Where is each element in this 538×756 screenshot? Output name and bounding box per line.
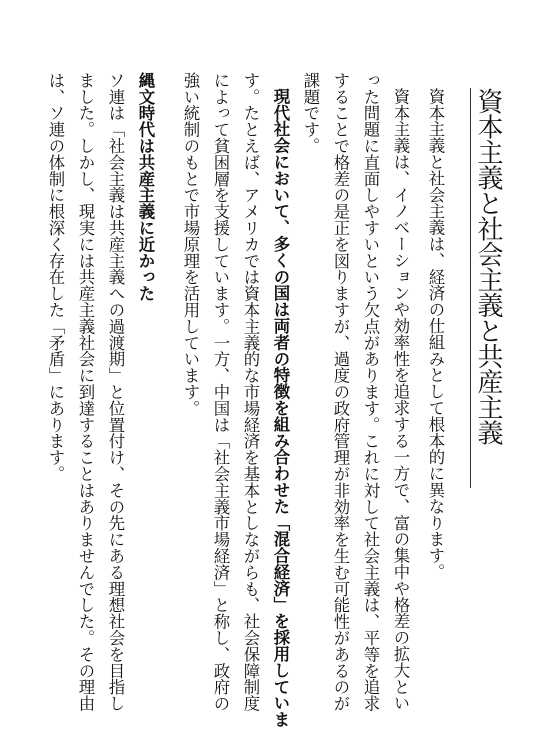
text-column: ソ連は「社会主義は共産主義への過渡期」と位置付け、その先にある理想社会を目指し [106, 72, 125, 712]
text-column: することで格差の是正を図りますが、過度の政府管理が非効率を生む可能性があるのが [331, 72, 350, 712]
document-title: 資本主義と社会主義と共産主義 [470, 88, 505, 488]
text-column: 強い統制のもとで市場原理を活用しています。 [181, 72, 200, 417]
text-column: 資本主義と社会主義は、経済の仕組みとして根本的に異なります。 [426, 88, 445, 580]
text-column: ました。しかし、現実には共産主義社会に到達することはありませんでした。その理由 [76, 72, 95, 712]
text-column: す。たとえば、アメリカでは資本主義的な市場経済を基本としながらも、社会保障制度 [241, 72, 260, 712]
text-column: 資本主義は、イノベーションや効率性を追求する一方で、富の集中や格差の拡大とい [391, 88, 410, 712]
text-column: った問題に直面しやすいという欠点があります。これに対して社会主義は、平等を追求 [361, 72, 380, 712]
text-column: によって貧困層を支援しています。一方、中国は「社会主義市場経済」と称し、政府の [211, 72, 230, 712]
text-column: は、ソ連の体制に根深く存在した「矛盾」にあります。 [46, 72, 65, 482]
section-heading: 縄文時代は共産主義に近かった [136, 72, 155, 302]
text-column: 課題です。 [301, 72, 320, 154]
text-column: 現代社会において、多くの国は両者の特徴を組み合わせた「混合経済」を採用していま [271, 88, 290, 728]
